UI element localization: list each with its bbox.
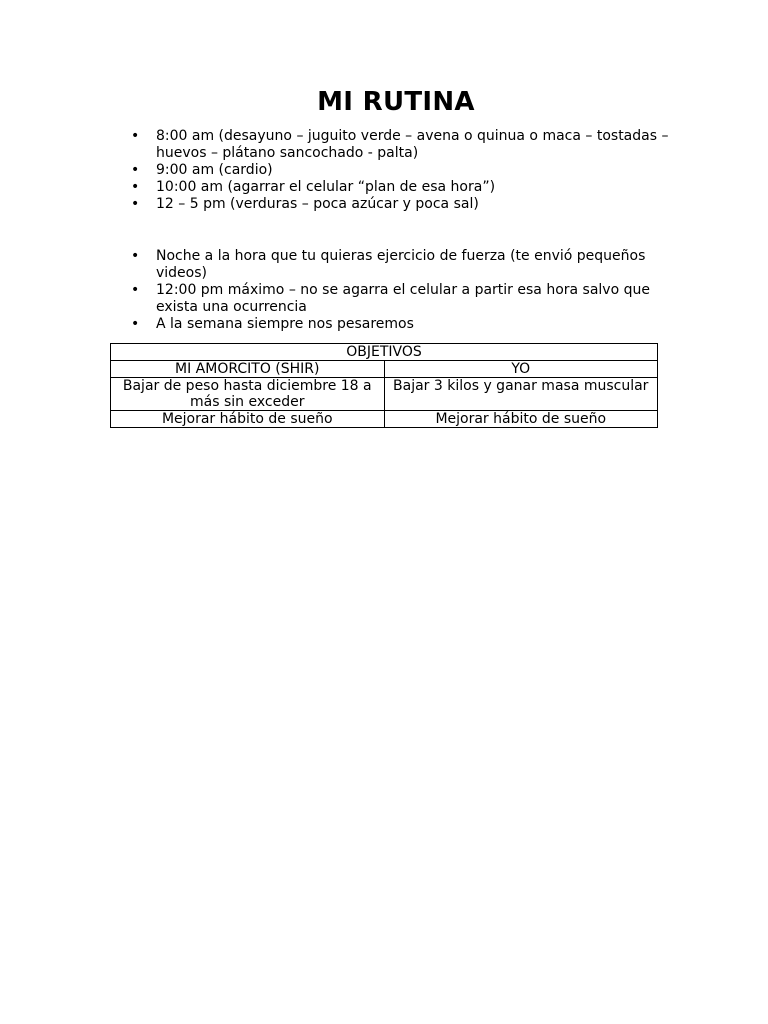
bullet-icon: • xyxy=(131,248,140,264)
table-cell: Bajar de peso hasta diciembre 18 a más sin exceder xyxy=(111,378,385,411)
list-item-text: 9:00 am (cardio) xyxy=(156,162,273,178)
table-column-row xyxy=(111,361,658,378)
list-item-text: 12:00 pm máximo – no se agarra el celular a partir esa hora salvo que exista una ocurrencia xyxy=(156,282,650,315)
objectives-table xyxy=(110,343,658,428)
bullet-icon: • xyxy=(131,282,140,298)
list-item xyxy=(110,248,670,282)
list-item-text: Noche a la hora que tu quieras ejercicio de fuerza (te envió pequeños videos) xyxy=(156,248,646,281)
table-row xyxy=(111,411,658,428)
list-item-text: 10:00 am (agarrar el celular “plan de esa hora”) xyxy=(156,179,496,195)
table-header-cell: OBJETIVOS xyxy=(111,344,658,361)
table-cell: Mejorar hábito de sueño xyxy=(111,411,385,428)
list-item xyxy=(110,316,670,333)
list-item-text: 8:00 am (desayuno – juguito verde – avena o quinua o maca – tostadas – huevos – plátano sancochado - palta) xyxy=(156,128,669,161)
column-header-mi-amorcito: MI AMORCITO (SHIR) xyxy=(111,361,385,378)
list-item xyxy=(110,282,670,316)
list-item xyxy=(110,179,670,196)
list-item xyxy=(110,162,670,179)
list-item-text: A la semana siempre nos pesaremos xyxy=(156,316,414,332)
routine-list-morning xyxy=(110,128,670,213)
column-header-yo: YO xyxy=(384,361,658,378)
bullet-icon: • xyxy=(131,162,140,178)
list-item xyxy=(110,128,670,162)
routine-list-night xyxy=(110,248,670,333)
table-cell: Bajar 3 kilos y ganar masa muscular xyxy=(384,378,658,411)
bullet-icon: • xyxy=(131,196,140,212)
table-cell: Mejorar hábito de sueño xyxy=(384,411,658,428)
table-row xyxy=(111,378,658,411)
page-title: MI RUTINA xyxy=(317,87,475,117)
bullet-icon: • xyxy=(131,128,140,144)
bullet-icon: • xyxy=(131,179,140,195)
list-item xyxy=(110,196,670,213)
bullet-icon: • xyxy=(131,316,140,332)
table-header-row xyxy=(111,344,658,361)
list-item-text: 12 – 5 pm (verduras – poca azúcar y poca sal) xyxy=(156,196,479,212)
